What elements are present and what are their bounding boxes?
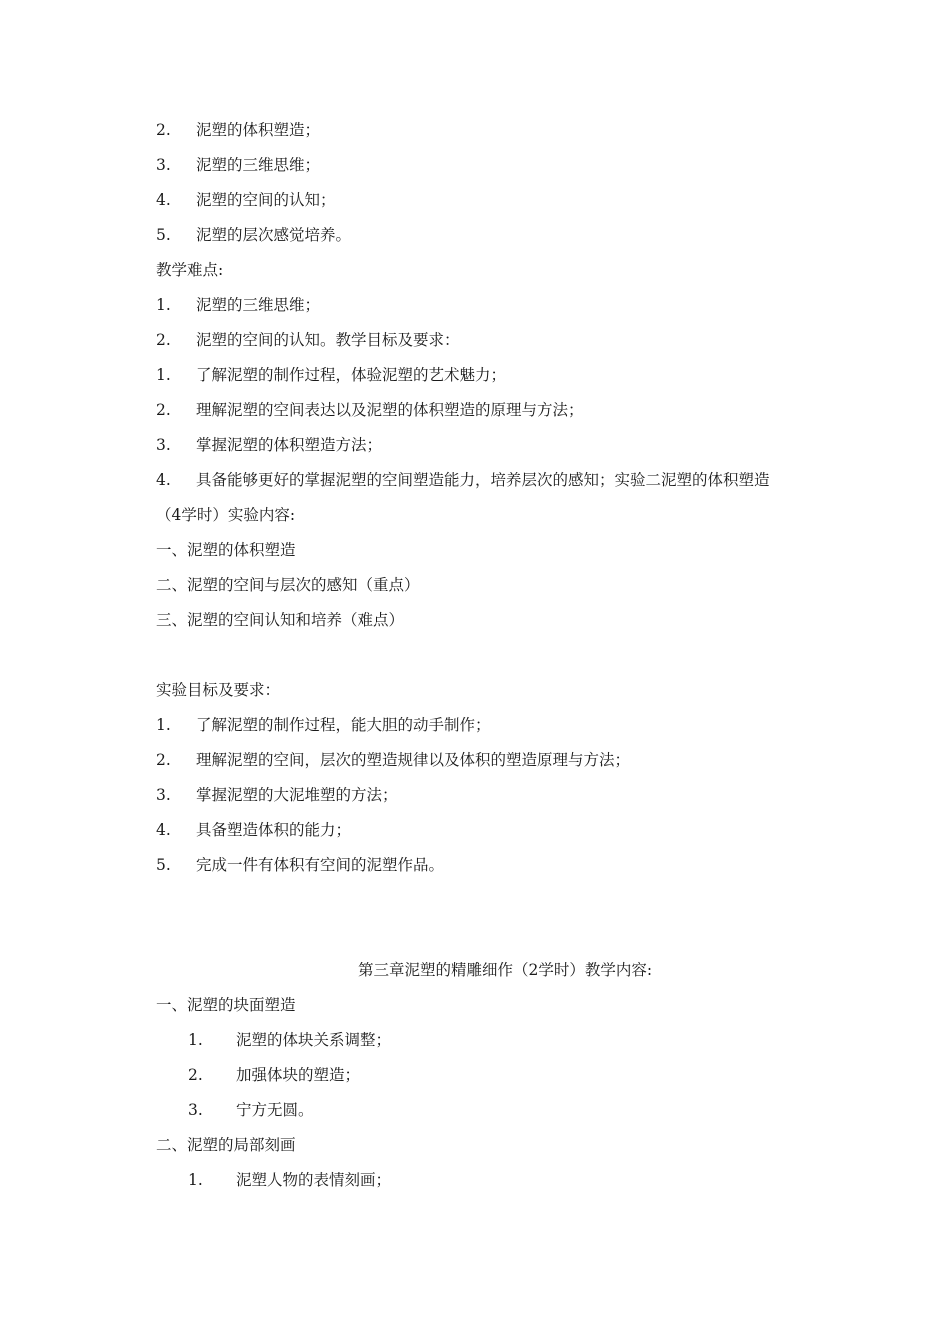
- item-text: 泥塑的体积塑造；: [196, 121, 321, 139]
- item-text: 了解泥塑的制作过程，体验泥塑的艺术魅力；: [196, 366, 507, 384]
- list-item: [156, 855, 444, 875]
- item-text: 泥塑的三维思维；: [196, 296, 321, 314]
- exp2-item: 二、泥塑的空间与层次的感知（重点）: [156, 576, 420, 594]
- item-number: 5.: [156, 226, 171, 244]
- item-number: 2.: [188, 1066, 203, 1084]
- exp2-item: 三、泥塑的空间认知和培养（难点）: [156, 611, 405, 629]
- item-text: 泥塑的空间的认知；: [196, 191, 336, 209]
- list-item: [156, 470, 770, 490]
- item-text: 宁方无圆。: [236, 1101, 314, 1119]
- list-item: [188, 1170, 391, 1190]
- list-item: [156, 155, 320, 175]
- item-number: 3.: [156, 436, 171, 454]
- list-item: [188, 1030, 391, 1050]
- item-number: 2.: [156, 331, 171, 349]
- list-item: [156, 225, 351, 245]
- item-text: 了解泥塑的制作过程，能大胆的动手制作；: [196, 716, 491, 734]
- item-text: 泥塑的层次感觉培养。: [196, 226, 352, 244]
- list-item: [156, 715, 491, 735]
- item-number: 1.: [188, 1171, 203, 1189]
- chapter-title: [0, 960, 950, 980]
- item-text: 掌握泥塑的大泥堆塑的方法；: [196, 786, 398, 804]
- chapter-title-text: 第三章泥塑的精雕细作（2学时）教学内容:: [357, 961, 653, 979]
- item-text: 具备能够更好的掌握泥塑的空间塑造能力，培养层次的感知；实验二泥塑的体积塑造: [196, 471, 770, 489]
- item-number: 4.: [156, 821, 171, 839]
- exp2-goals-heading: 实验目标及要求：: [156, 681, 281, 699]
- item-text: 具备塑造体积的能力；: [196, 821, 352, 839]
- item-text: 泥塑的空间的认知。教学目标及要求：: [196, 331, 460, 349]
- item-text: 完成一件有体积有空间的泥塑作品。: [196, 856, 445, 874]
- list-item: [156, 190, 336, 210]
- list-item: [156, 330, 460, 350]
- list-item: [156, 750, 630, 770]
- list-item: [156, 295, 320, 315]
- list-item: [156, 820, 351, 840]
- difficulty-heading: 教学难点:: [156, 261, 224, 279]
- item-number: 1.: [156, 296, 171, 314]
- list-item: [156, 365, 506, 385]
- item-number: 5.: [156, 856, 171, 874]
- item-number: 2.: [156, 751, 171, 769]
- item-text: 理解泥塑的空间表达以及泥塑的体积塑造的原理与方法；: [196, 401, 584, 419]
- item-text: 理解泥塑的空间，层次的塑造规律以及体积的塑造原理与方法；: [196, 751, 631, 769]
- list-item: [188, 1065, 360, 1085]
- list-item: [156, 120, 320, 140]
- item-number: 2.: [156, 121, 171, 139]
- list-item: [156, 400, 584, 420]
- list-item: [156, 785, 398, 805]
- item-number: 3.: [156, 156, 171, 174]
- list-item: [188, 1100, 314, 1120]
- item-number: 1.: [188, 1031, 203, 1049]
- item-text: 泥塑的三维思维；: [196, 156, 321, 174]
- item-number: 2.: [156, 401, 171, 419]
- exp2-item: 一、泥塑的体积塑造: [156, 541, 296, 559]
- item-text: 加强体块的塑造；: [236, 1066, 361, 1084]
- section-heading: 一、泥塑的块面塑造: [156, 996, 296, 1014]
- section-heading: 二、泥塑的局部刻画: [156, 1136, 296, 1154]
- item-number: 4.: [156, 471, 171, 489]
- list-item: [156, 435, 382, 455]
- item-number: 1.: [156, 366, 171, 384]
- item-text: 泥塑的体块关系调整；: [236, 1031, 392, 1049]
- item-number: 1.: [156, 716, 171, 734]
- item-text: 泥塑人物的表情刻画；: [236, 1171, 392, 1189]
- item-number: 4.: [156, 191, 171, 209]
- item-text: 掌握泥塑的体积塑造方法；: [196, 436, 383, 454]
- exp2-content-heading: （4学时）实验内容:: [156, 506, 296, 524]
- item-number: 3.: [156, 786, 171, 804]
- item-number: 3.: [188, 1101, 203, 1119]
